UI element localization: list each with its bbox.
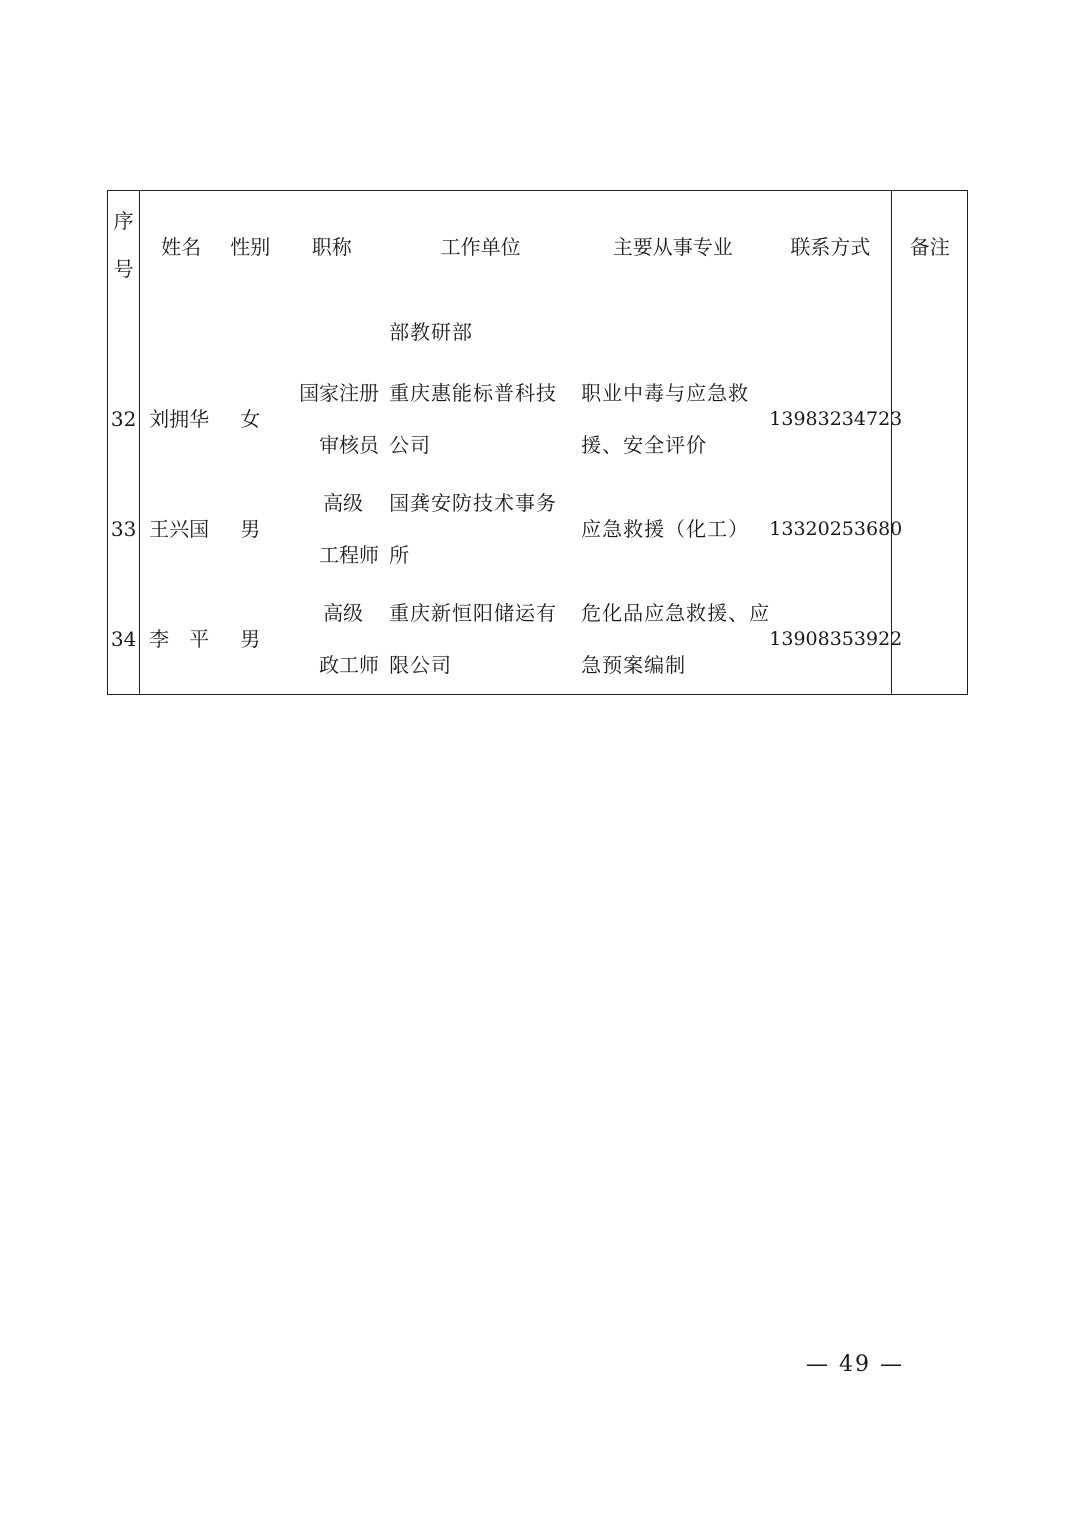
cell-contact: 13908353922	[769, 628, 903, 650]
expert-table-container	[107, 190, 968, 695]
cell-title-line: 工程师	[319, 543, 380, 567]
cell-remark	[892, 364, 968, 474]
table-row-continuation	[108, 299, 968, 364]
cell-unit-line: 公司	[389, 433, 432, 457]
table-row	[108, 584, 968, 695]
expert-table	[107, 190, 968, 695]
cell-gender: 男	[240, 627, 261, 651]
cell-contact-empty	[769, 299, 892, 364]
cell-title-line: 政工师	[319, 653, 380, 677]
cell-name: 王兴国	[149, 517, 210, 541]
table-header-row	[108, 191, 968, 300]
cell-remark-empty	[892, 299, 968, 364]
cell-contact: 13983234723	[769, 408, 903, 430]
cell-name-empty	[140, 299, 222, 364]
cell-title	[278, 364, 385, 474]
cell-specialty	[576, 584, 769, 695]
cell-title	[278, 584, 385, 695]
cell-name: 刘拥华	[149, 407, 210, 431]
table-row	[108, 474, 968, 584]
cell-specialty-line: 危化品应急救援、应	[581, 601, 771, 625]
cell-name: 李 平	[149, 627, 210, 651]
cell-unit	[385, 474, 576, 584]
cell-seq: 32	[108, 364, 140, 474]
cell-title	[278, 474, 385, 584]
cell-unit-line: 国龚安防技术事务	[389, 491, 558, 515]
cell-unit-line: 限公司	[389, 653, 453, 677]
cell-seq: 34	[108, 584, 140, 695]
table-row	[108, 364, 968, 474]
cell-unit-line: 重庆新恒阳储运有	[389, 601, 558, 625]
cell-specialty-line: 应急救援（化工）	[581, 517, 750, 541]
cell-title-empty	[278, 299, 385, 364]
cell-specialty-empty	[576, 299, 769, 364]
cell-unit	[385, 584, 576, 695]
cell-title-line: 国家注册	[299, 381, 380, 405]
cell-gender: 女	[240, 407, 261, 431]
cell-gender-empty	[222, 299, 278, 364]
cell-gender: 男	[240, 517, 261, 541]
header-title: 职称	[311, 234, 352, 259]
cell-contact: 13320253680	[769, 518, 903, 540]
header-gender: 性别	[230, 234, 271, 259]
header-seq-top: 序	[113, 209, 134, 233]
cell-specialty-line: 援、安全评价	[581, 433, 708, 457]
header-contact: 联系方式	[790, 234, 871, 259]
cell-remark	[892, 584, 968, 695]
header-name: 姓名	[161, 234, 202, 259]
header-seq	[108, 191, 140, 300]
cell-unit-continuation: 部教研部	[389, 319, 474, 344]
cell-unit-line: 所	[389, 543, 411, 567]
cell-title-line: 高级	[323, 491, 364, 515]
cell-seq-empty	[108, 299, 140, 364]
cell-specialty-line: 急预案编制	[581, 653, 687, 677]
cell-unit	[385, 364, 576, 474]
header-unit: 工作单位	[440, 234, 521, 259]
cell-title-line: 高级	[323, 601, 364, 625]
cell-seq: 33	[108, 474, 140, 584]
cell-specialty	[576, 474, 769, 584]
page-number: — 49 —	[806, 1352, 904, 1377]
cell-title-line: 审核员	[319, 433, 380, 457]
cell-unit-line: 重庆惠能标普科技	[389, 381, 558, 405]
header-remark: 备注	[892, 191, 968, 300]
cell-specialty	[576, 364, 769, 474]
cell-specialty-line: 职业中毒与应急救	[581, 381, 750, 405]
cell-remark	[892, 474, 968, 584]
header-specialty: 主要从事专业	[612, 234, 733, 259]
header-seq-bottom: 号	[113, 257, 134, 281]
